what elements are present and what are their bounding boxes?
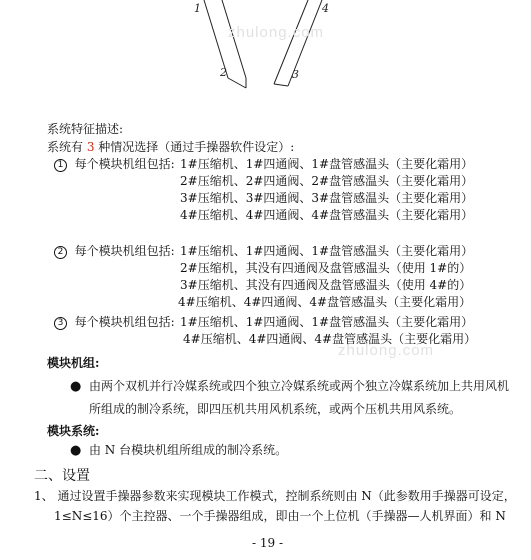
section-2-heading: 二、设置 [34, 468, 90, 484]
case-1-line-2: 2#压缩机、2#四通阀、2#盘管感温头（主要化霜用） [180, 174, 474, 188]
case-2-line-4: 4#压缩机、4#四通阀、4#盘管感温头（主要化霜用） [178, 295, 472, 309]
case-1-line-3: 3#压缩机、3#四通阀、3#盘管感温头（主要化霜用） [180, 191, 474, 205]
case-3-lead-text: 每个模块机组包括: [74, 315, 175, 329]
intro-before: 系统有 [47, 140, 87, 154]
watermark-middle: zhulong.com [338, 342, 435, 359]
figure-label-2: 2 [220, 66, 227, 79]
bullet-dot-icon: ● [70, 379, 82, 394]
watermark-top: zhulong.com [228, 24, 325, 41]
intro-after: 种情况选择（通过手操器软件设定）: [94, 140, 295, 154]
schematic-fragment [180, 0, 350, 95]
module-system-bullet [70, 443, 287, 458]
module-system-title: 模块系统: [47, 424, 100, 438]
circled-number-1-icon: 1 [54, 159, 67, 172]
case-2-lead-text: 每个模块机组包括: [74, 244, 175, 258]
module-group-bullet [70, 379, 509, 394]
circled-number-2-icon: 2 [54, 246, 67, 259]
case-3-line-1: 1#压缩机、1#四通阀、1#盘管感温头（主要化霜用） [180, 315, 474, 329]
description-title: 系统特征描述: [47, 122, 124, 136]
case-1-line-4: 4#压缩机、4#四通阀、4#盘管感温头（主要化霜用） [180, 208, 474, 222]
case-1-line-1: 1#压缩机、1#四通阀、1#盘管感温头（主要化霜用） [180, 157, 474, 171]
case-2-lead [54, 244, 175, 259]
case-3-lead [54, 315, 175, 330]
circled-number-3-icon: 3 [54, 317, 67, 330]
page-number: - 19 - [252, 536, 284, 550]
module-system-bullet-text: 由 N 台模块机组所组成的制冷系统。 [88, 443, 288, 457]
figure-label-3: 3 [292, 68, 299, 81]
bullet-dot-icon: ● [70, 443, 82, 458]
case-1-lead [54, 157, 175, 172]
figure-label-1: 1 [194, 2, 201, 15]
option-count: 3 [86, 140, 95, 154]
figure-label-4: 4 [322, 2, 329, 15]
section-2-item-1-line-1: 1、 通过设置手操器参数来实现模块工作模式，控制系统则由 N（此参数用手操器可设定， [34, 489, 516, 503]
module-group-bullet-text: 由两个双机并行冷媒系统或四个独立冷媒系统或两个独立冷媒系统加上共用风机 [88, 379, 509, 393]
intro-line [47, 140, 294, 154]
case-1-lead-text: 每个模块机组包括: [74, 157, 175, 171]
case-2-line-2: 2#压缩机，其没有四通阀及盘管感温头（使用 1#的） [180, 261, 472, 275]
case-3-line-2: 4#压缩机、4#四通阀、4#盘管感温头（主要化霜用） [183, 332, 477, 346]
module-group-bullet-cont: 所组成的制冷系统，即四压机共用风机系统，或两个压机共用风系统。 [89, 402, 462, 416]
case-2-line-1: 1#压缩机、1#四通阀、1#盘管感温头（主要化霜用） [180, 244, 474, 258]
module-group-title: 模块机组: [47, 356, 100, 370]
section-2-item-1-line-2: 1≤N≤16）个主控器、一个手操器组成，即由一个上位机（手操器—人机界面）和 N [54, 509, 506, 523]
case-2-line-3: 3#压缩机、其没有四通阀及盘管感温头（使用 4#的） [180, 278, 472, 292]
